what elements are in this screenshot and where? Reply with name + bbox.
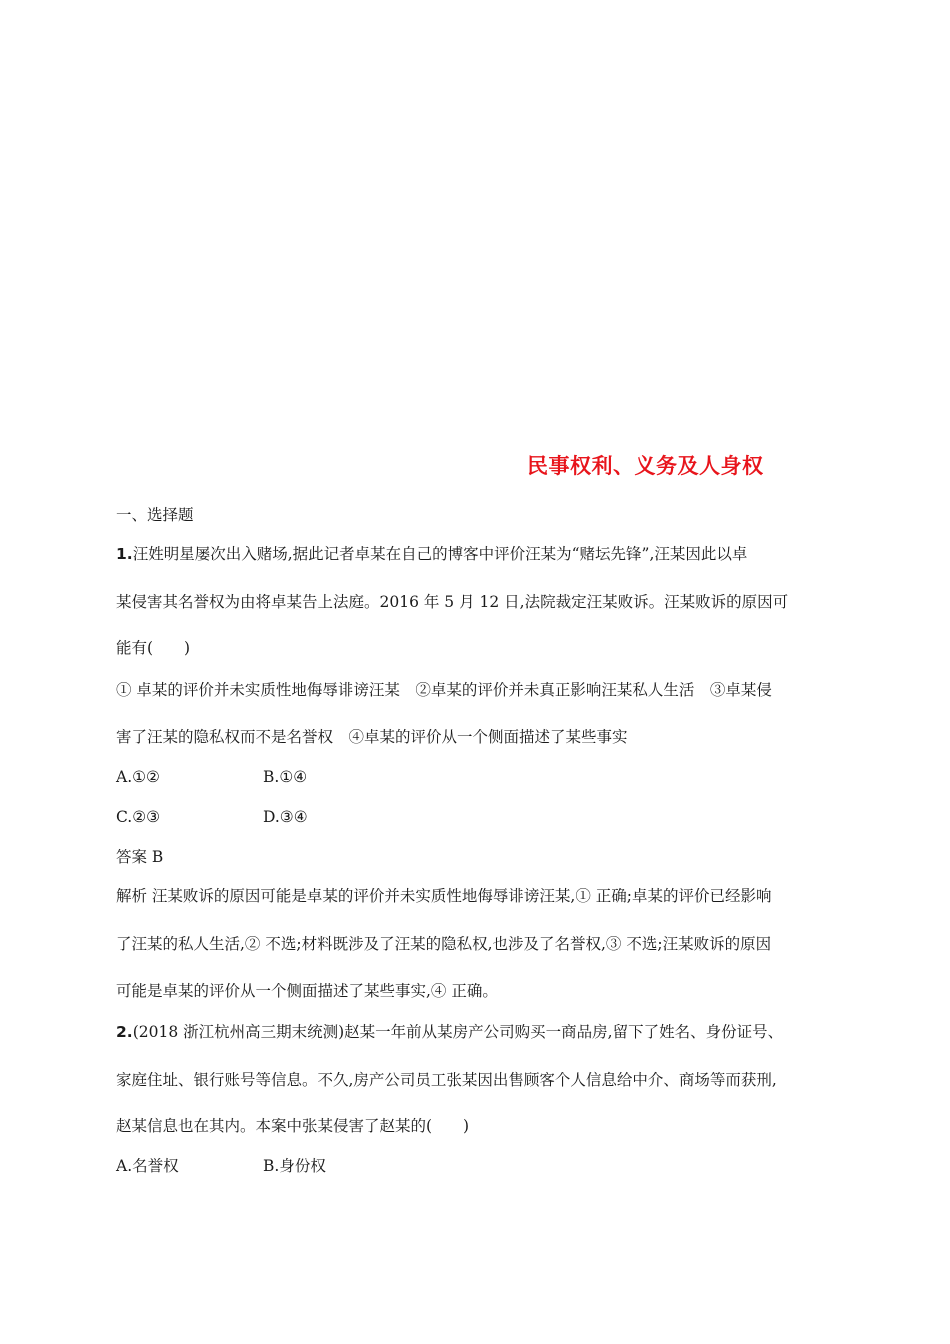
q1-statement-2: 害了汪某的隐私权而不是名誉权 ④卓某的评价从一个侧面描述了某些事实 (116, 728, 628, 746)
q1-option-b: B.①④ (263, 768, 308, 786)
q2-option-b: B.身份权 (263, 1157, 326, 1175)
q1-answer: 答案 B (116, 848, 164, 866)
q1-text-1: 汪姓明星屡次出入赌场,据此记者卓某在自己的博客中评价汪某为“赌坛先锋”,汪某因此以卓 (132, 545, 748, 563)
q2-line-3: 赵某信息也在其内。本案中张某侵害了赵某的( ) (116, 1117, 470, 1135)
q2-line-2: 家庭住址、银行账号等信息。不久,房产公司员工张某因出售顾客个人信息给中介、商场等而获刑, (116, 1071, 777, 1089)
q1-analysis-3: 可能是卓某的评价从一个侧面描述了某些事实,④ 正确。 (116, 982, 498, 1000)
q2-text-1: (2018 浙江杭州高三期末统测)赵某一年前从某房产公司购买一商品房,留下了姓名、身份证号、 (132, 1023, 784, 1041)
q2-number: 2. (116, 1023, 133, 1041)
q1-number: 1. (116, 545, 133, 563)
section-heading: 一、选择题 (116, 506, 194, 524)
q2-option-a: A.名誉权 (116, 1157, 179, 1175)
q1-analysis-2: 了汪某的私人生活,② 不选;材料既涉及了汪某的隐私权,也涉及了名誉权,③ 不选;汪某败诉的原因 (116, 935, 772, 953)
q1-option-a: A.①② (116, 768, 160, 786)
q2-line-1 (116, 1021, 783, 1043)
document-title: 民事权利、义务及人身权 (527, 454, 764, 478)
q1-line-1 (116, 543, 747, 565)
q1-analysis-1: 解析 汪某败诉的原因可能是卓某的评价并未实质性地侮辱诽谤汪某,① 正确;卓某的评价已经影响 (116, 887, 772, 905)
q1-line-2: 某侵害其名誉权为由将卓某告上法庭。2016 年 5 月 12 日,法院裁定汪某败诉。汪某败诉的原因可 (116, 593, 789, 611)
q1-option-d: D.③④ (263, 808, 308, 826)
q1-line-3: 能有( ) (116, 639, 191, 657)
q1-statement-1: ① 卓某的评价并未实质性地侮辱诽谤汪某 ②卓某的评价并未真正影响汪某私人生活 ③卓某侵 (116, 681, 772, 699)
q1-option-c: C.②③ (116, 808, 161, 826)
